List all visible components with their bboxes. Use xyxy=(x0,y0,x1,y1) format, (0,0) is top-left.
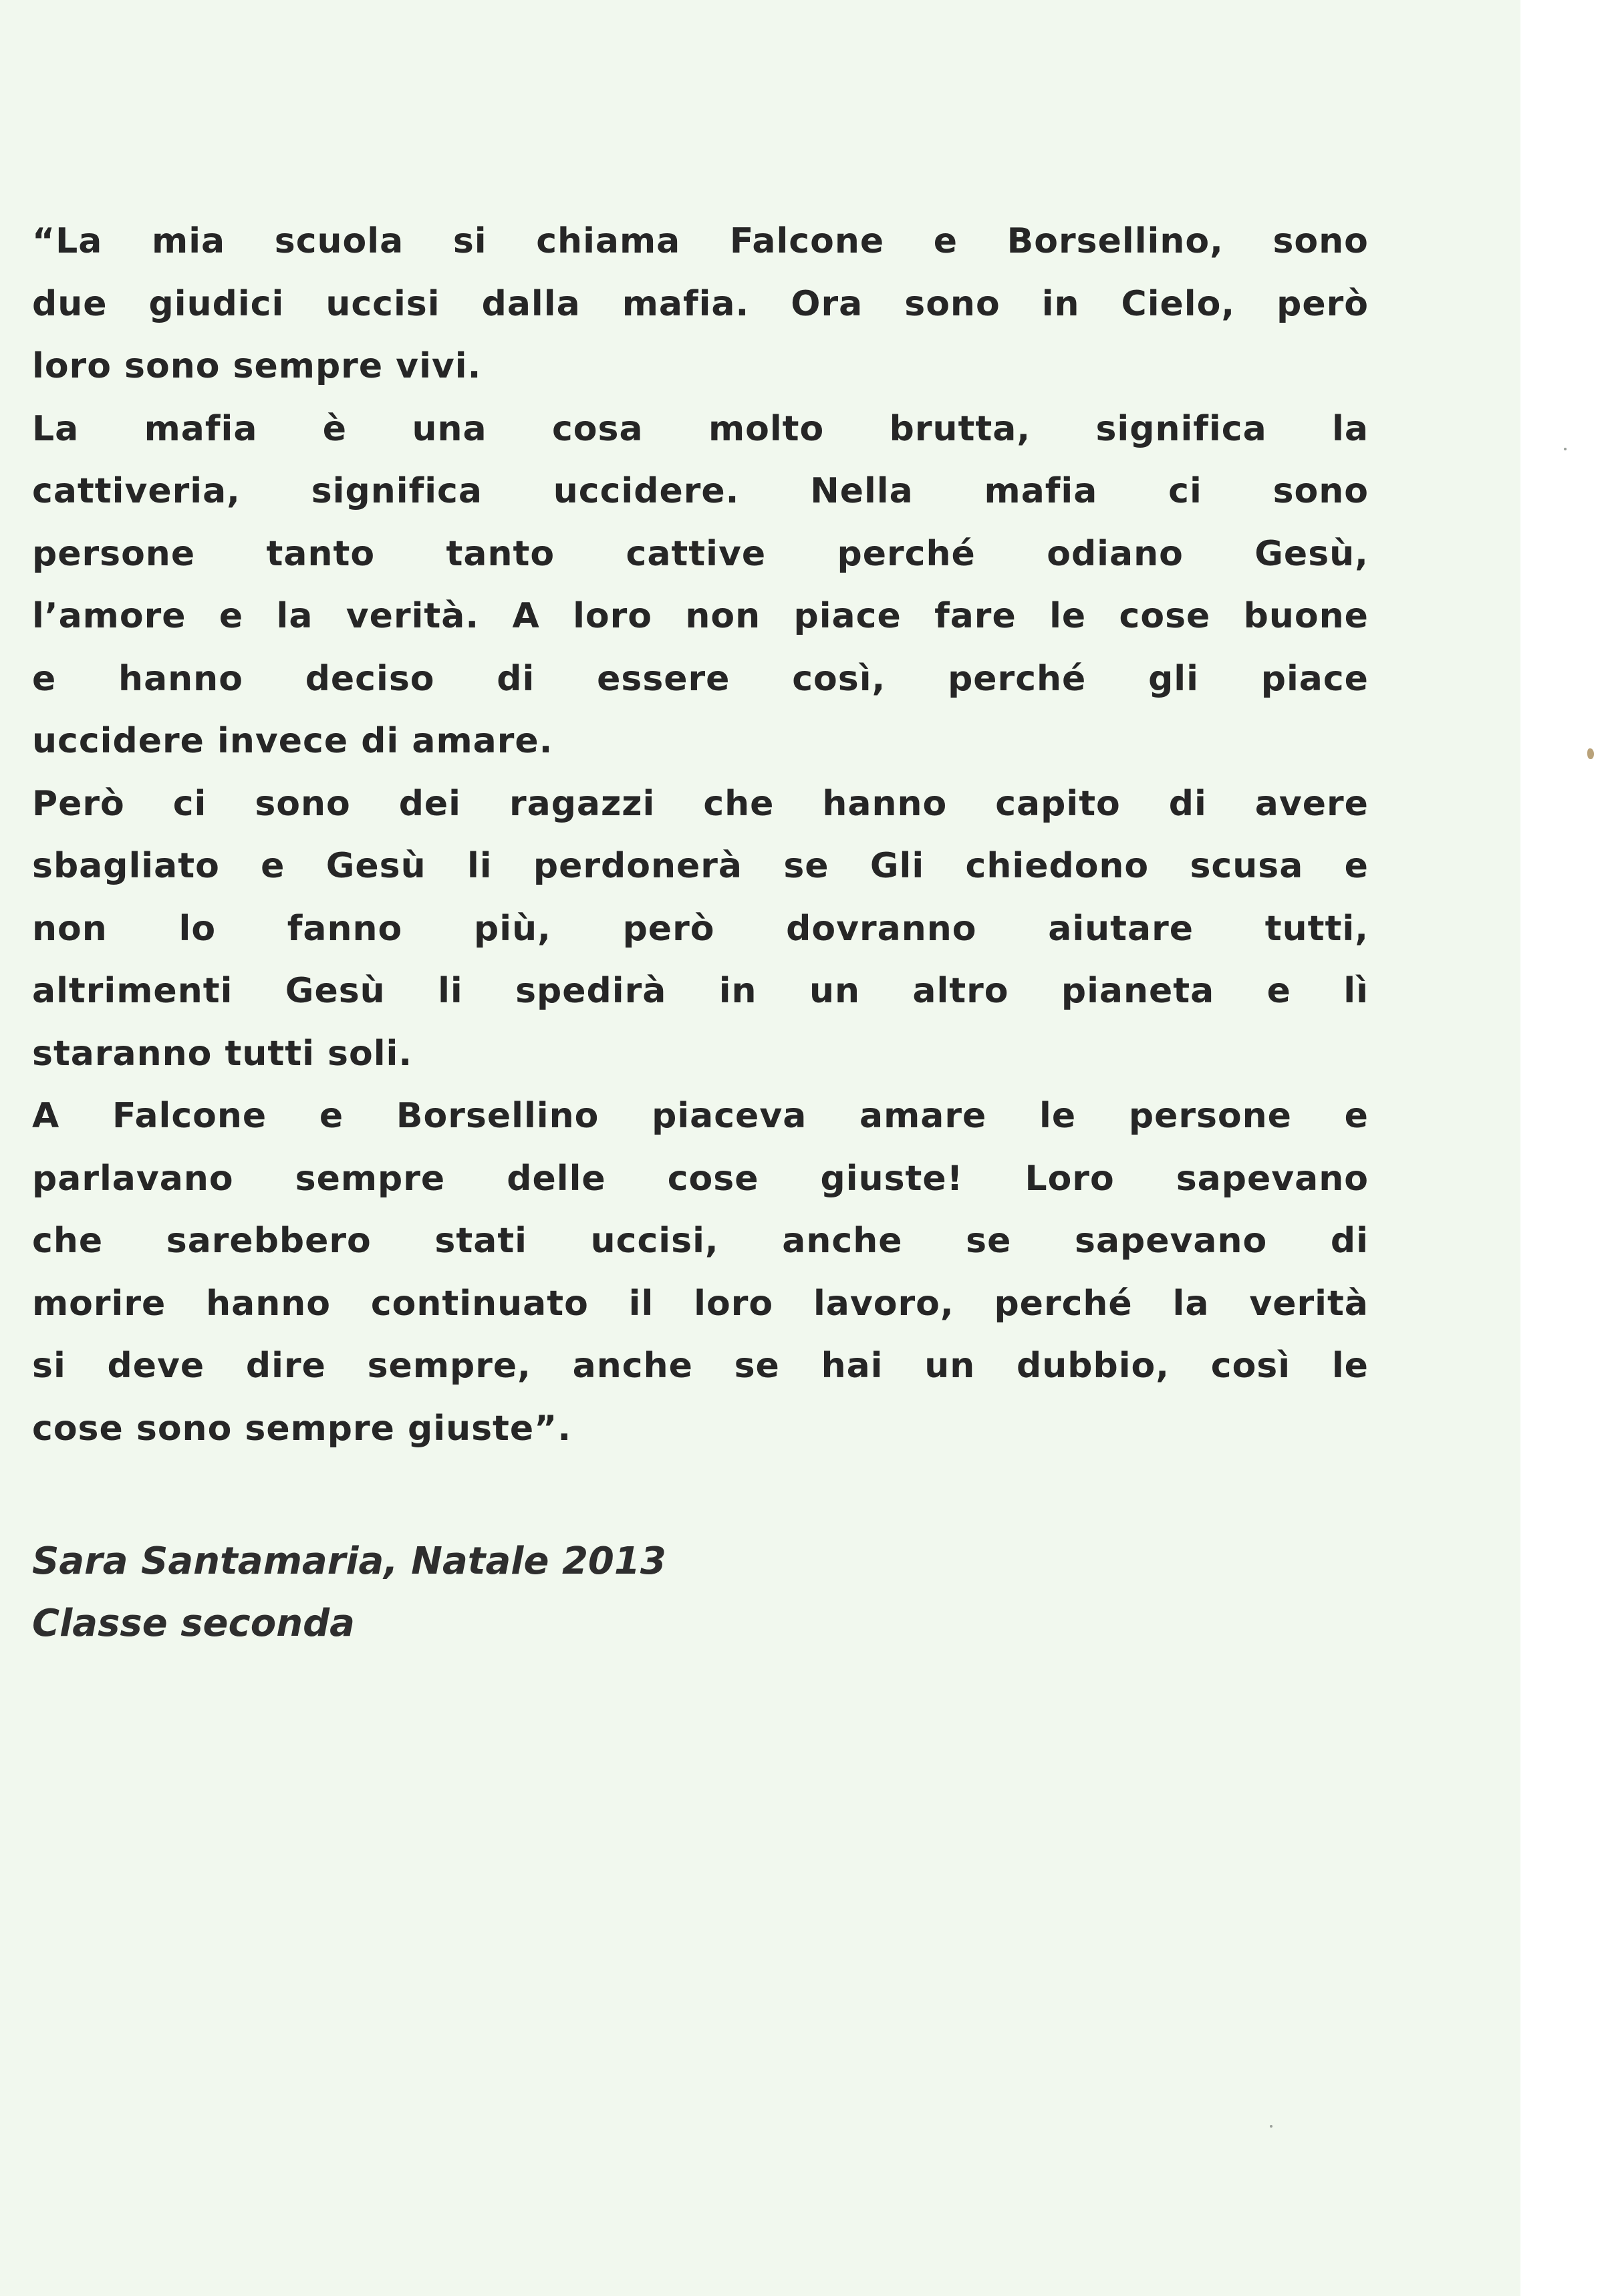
word: dei xyxy=(398,783,462,824)
word: l’amore xyxy=(32,596,186,636)
word: dubbio, xyxy=(1017,1346,1170,1386)
word: significa xyxy=(311,471,483,511)
text-line xyxy=(32,648,1369,711)
word: il xyxy=(628,1283,654,1324)
word: morire xyxy=(32,1283,166,1324)
word: verità. xyxy=(346,596,480,636)
word: avere xyxy=(1254,783,1369,824)
word: tanto xyxy=(266,533,376,574)
word: in xyxy=(718,971,757,1011)
word: le xyxy=(1331,1346,1369,1386)
word: che xyxy=(32,1221,104,1261)
word: sarebbero xyxy=(166,1221,372,1261)
word: fare xyxy=(934,596,1017,636)
word: in xyxy=(1041,283,1080,324)
word: e xyxy=(319,1096,344,1136)
word: loro sono sempre vivi. xyxy=(32,346,482,386)
word: piaceva xyxy=(652,1096,807,1136)
word: e xyxy=(261,846,285,886)
word: Gesù, xyxy=(1254,533,1369,574)
text-line xyxy=(32,460,1369,523)
text-line xyxy=(32,1273,1369,1336)
word: ragazzi xyxy=(509,783,656,824)
word: sempre xyxy=(295,1158,446,1199)
word: se xyxy=(783,846,829,886)
paper-dot xyxy=(1564,448,1567,450)
text-line xyxy=(32,273,1369,336)
word: delle xyxy=(507,1158,606,1199)
word: non xyxy=(32,908,108,949)
word: mafia xyxy=(984,471,1098,511)
author-and-date: Sara Santamaria, Natale 2013 xyxy=(32,1540,666,1583)
word: Falcone xyxy=(729,221,885,261)
word: sapevano xyxy=(1075,1221,1268,1261)
word: Falcone xyxy=(112,1096,267,1136)
word: pianeta xyxy=(1061,971,1215,1011)
word: dire xyxy=(245,1346,326,1386)
word: le xyxy=(1049,596,1087,636)
word: però xyxy=(622,908,715,949)
word: Cielo, xyxy=(1121,283,1236,324)
word: Gesù xyxy=(285,971,386,1011)
word: Borsellino xyxy=(396,1096,599,1136)
word: uccisi, xyxy=(590,1221,719,1261)
word: parlavano xyxy=(32,1158,234,1199)
word: Gesù xyxy=(325,846,426,886)
word: li xyxy=(466,846,493,886)
word: la xyxy=(1332,408,1369,449)
word: molto xyxy=(708,408,825,449)
text-line xyxy=(32,898,1369,961)
word: un xyxy=(924,1346,976,1386)
word: Però xyxy=(32,783,125,824)
word: tutti, xyxy=(1264,908,1369,949)
word: hanno xyxy=(206,1283,331,1324)
word: di xyxy=(1330,1221,1369,1261)
word: giuste! xyxy=(820,1158,964,1199)
word: amare xyxy=(859,1096,987,1136)
word: ci xyxy=(1168,471,1202,511)
word: La xyxy=(32,408,80,449)
word: gli xyxy=(1148,658,1199,699)
word: uccidere. xyxy=(553,471,740,511)
word: e xyxy=(1344,846,1369,886)
word: aiutare xyxy=(1048,908,1194,949)
word: anche xyxy=(572,1346,693,1386)
word: la xyxy=(1172,1283,1210,1324)
word: continuato xyxy=(370,1283,589,1324)
word: staranno tutti soli. xyxy=(32,1033,413,1074)
word: persone xyxy=(1128,1096,1292,1136)
text-line xyxy=(32,210,1369,273)
word: una xyxy=(412,408,487,449)
word: hai xyxy=(821,1346,884,1386)
text-line xyxy=(32,773,1369,836)
word: non xyxy=(685,596,761,636)
paper-speck xyxy=(1587,748,1594,759)
word: uccisi xyxy=(325,283,440,324)
text-line xyxy=(32,1023,1369,1086)
word: brutta, xyxy=(889,408,1031,449)
word: perché xyxy=(837,533,976,574)
word: così, xyxy=(792,658,886,699)
word: perché xyxy=(948,658,1087,699)
text-line xyxy=(32,710,1369,773)
word: si xyxy=(32,1346,66,1386)
word: cose sono sempre giuste”. xyxy=(32,1408,572,1449)
word: se xyxy=(734,1346,780,1386)
letter-body xyxy=(32,210,1369,1460)
word: significa xyxy=(1095,408,1267,449)
word: cose xyxy=(1119,596,1211,636)
word: buone xyxy=(1243,596,1369,636)
word: è xyxy=(322,408,348,449)
word: chiedono xyxy=(965,846,1150,886)
paper-dot xyxy=(1270,2125,1272,2128)
word: persone xyxy=(32,533,196,574)
word: sempre, xyxy=(367,1346,531,1386)
word: sono xyxy=(904,283,1000,324)
word: essere xyxy=(597,658,730,699)
word: e xyxy=(32,658,57,699)
word: anche xyxy=(782,1221,903,1261)
text-line xyxy=(32,1398,1369,1461)
word: loro xyxy=(573,596,653,636)
word: scusa xyxy=(1190,846,1304,886)
word: perdonerà xyxy=(533,846,743,886)
word: cattive xyxy=(626,533,767,574)
word: così xyxy=(1210,1346,1291,1386)
word: sono xyxy=(255,783,351,824)
word: più, xyxy=(474,908,551,949)
word: perché xyxy=(994,1283,1133,1324)
word: hanno xyxy=(822,783,948,824)
word: chiama xyxy=(536,221,681,261)
text-line xyxy=(32,523,1369,586)
text-line xyxy=(32,1085,1369,1148)
text-line xyxy=(32,1210,1369,1273)
word: A xyxy=(512,596,540,636)
word: cosa xyxy=(551,408,644,449)
word: piace xyxy=(793,596,902,636)
word: si xyxy=(452,221,487,261)
word: lì xyxy=(1343,971,1369,1011)
word: e xyxy=(933,221,958,261)
word: sbagliato xyxy=(32,846,220,886)
word: Loro xyxy=(1025,1158,1115,1199)
word: uccidere invece di amare. xyxy=(32,721,553,761)
word: Ora xyxy=(791,283,863,324)
word: stati xyxy=(434,1221,528,1261)
word: e xyxy=(1344,1096,1369,1136)
word: e xyxy=(219,596,244,636)
word: hanno xyxy=(118,658,243,699)
word: la xyxy=(276,596,313,636)
word: altro xyxy=(912,971,1009,1011)
word: scuola xyxy=(274,221,404,261)
word: spedirà xyxy=(515,971,667,1011)
word: Borsellino, xyxy=(1007,221,1224,261)
text-line xyxy=(32,1148,1369,1211)
scan-margin xyxy=(1520,0,1610,2296)
text-line xyxy=(32,335,1369,398)
word: mia xyxy=(152,221,226,261)
word: un xyxy=(809,971,860,1011)
word: dovranno xyxy=(786,908,977,949)
word: giudici xyxy=(148,283,285,324)
signature-block xyxy=(32,1530,666,1655)
word: le xyxy=(1039,1096,1077,1136)
word: altrimenti xyxy=(32,971,233,1011)
word: li xyxy=(438,971,463,1011)
word: Nella xyxy=(810,471,914,511)
word: però xyxy=(1277,283,1369,324)
word: A xyxy=(32,1096,60,1136)
class-label: Classe seconda xyxy=(32,1602,355,1645)
word: che xyxy=(703,783,775,824)
word: e xyxy=(1266,971,1291,1011)
word: “La xyxy=(32,221,103,261)
word: deciso xyxy=(305,658,435,699)
word: mafia. xyxy=(622,283,750,324)
text-line xyxy=(32,1335,1369,1398)
word: se xyxy=(966,1221,1012,1261)
word: sapevano xyxy=(1176,1158,1369,1199)
word: piace xyxy=(1260,658,1369,699)
text-line xyxy=(32,960,1369,1023)
word: sono xyxy=(1272,471,1369,511)
text-line xyxy=(32,585,1369,648)
word: odiano xyxy=(1047,533,1184,574)
word: deve xyxy=(107,1346,205,1386)
word: verità xyxy=(1249,1283,1369,1324)
word: Gli xyxy=(869,846,925,886)
word: cattiveria, xyxy=(32,471,241,511)
word: sono xyxy=(1272,221,1369,261)
word: cose xyxy=(667,1158,759,1199)
word: lo xyxy=(178,908,217,949)
text-line xyxy=(32,398,1369,461)
word: mafia xyxy=(144,408,258,449)
word: di xyxy=(1168,783,1207,824)
word: di xyxy=(497,658,535,699)
word: loro xyxy=(694,1283,774,1324)
word: fanno xyxy=(287,908,403,949)
word: dalla xyxy=(481,283,581,324)
word: lavoro, xyxy=(813,1283,954,1324)
word: capito xyxy=(995,783,1121,824)
word: due xyxy=(32,283,108,324)
word: ci xyxy=(172,783,207,824)
word: tanto xyxy=(446,533,555,574)
text-line xyxy=(32,835,1369,898)
